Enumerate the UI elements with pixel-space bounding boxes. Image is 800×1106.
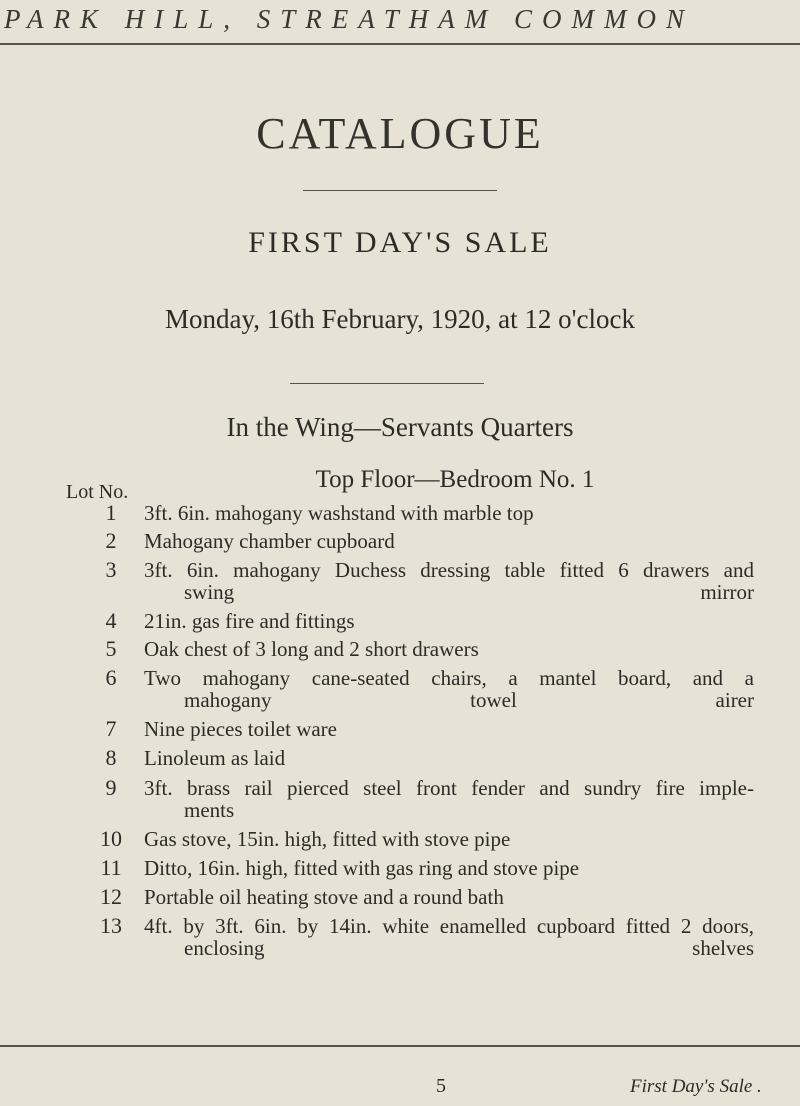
page-number: 5 [436, 1075, 446, 1097]
lot-description: Portable oil heating stove and a round bath [144, 885, 504, 909]
lot-number: 1 [105, 500, 117, 525]
lot-number: 7 [105, 716, 117, 741]
lot-description: Nine pieces toilet ware [144, 717, 337, 741]
lot-description: Ditto, 16in. high, fitted with gas ring and stove pipe [144, 856, 580, 880]
title-rule [303, 190, 497, 191]
lot-description: Oak chest of 3 long and 2 short drawers [144, 637, 479, 661]
footer-title: First Day's Sale . [630, 1076, 762, 1097]
dateline-rule [290, 383, 484, 384]
lot-description: Linoleum as laid [144, 746, 286, 770]
lot-description: 4ft. by 3ft. 6in. by 14in. white enamelled cupboard fitted 2 doors, enclosing shelves [144, 914, 754, 960]
room-heading: Top Floor—Bedroom No. 1 [315, 466, 595, 493]
sale-subtitle: FIRST DAY'S SALE [248, 226, 552, 259]
lot-number: 3 [105, 557, 117, 582]
lot-number: 6 [105, 665, 117, 690]
lot-number: 13 [100, 913, 122, 938]
lot-description: 3ft. 6in. mahogany Duchess dressing table fitted 6 drawers and swing mirror [144, 558, 754, 604]
lot-number: 5 [105, 636, 117, 661]
lot-number: 4 [105, 608, 117, 633]
lot-description: 3ft. 6in. mahogany washstand with marble top [144, 501, 534, 525]
lot-number: 2 [105, 528, 117, 553]
catalogue-title: CATALOGUE [256, 109, 544, 158]
lot-column-label: Lot No. [66, 481, 129, 503]
lot-description: Mahogany chamber cupboard [144, 529, 395, 553]
lot-number: 11 [100, 855, 122, 880]
lot-number: 10 [100, 826, 122, 851]
lot-description: Gas stove, 15in. high, fitted with stove pipe [144, 827, 511, 851]
running-head: PARK HILL, STREATHAM COMMON [4, 4, 695, 34]
sale-dateline: Monday, 16th February, 1920, at 12 o'clock [164, 304, 636, 334]
lot-description: 3ft. brass rail pierced steel front fender and sundry fire imple- ments [144, 776, 754, 822]
footer-rule [0, 1045, 800, 1047]
lot-description: Two mahogany cane-seated chairs, a mantel board, and a mahogany towel airer [144, 666, 754, 712]
header-rule [0, 43, 800, 45]
lot-number: 9 [105, 775, 117, 800]
section-location: In the Wing—Servants Quarters [226, 412, 574, 442]
lot-number: 12 [100, 884, 122, 909]
lot-description: 21in. gas fire and fittings [144, 609, 355, 633]
lot-number: 8 [105, 745, 117, 770]
